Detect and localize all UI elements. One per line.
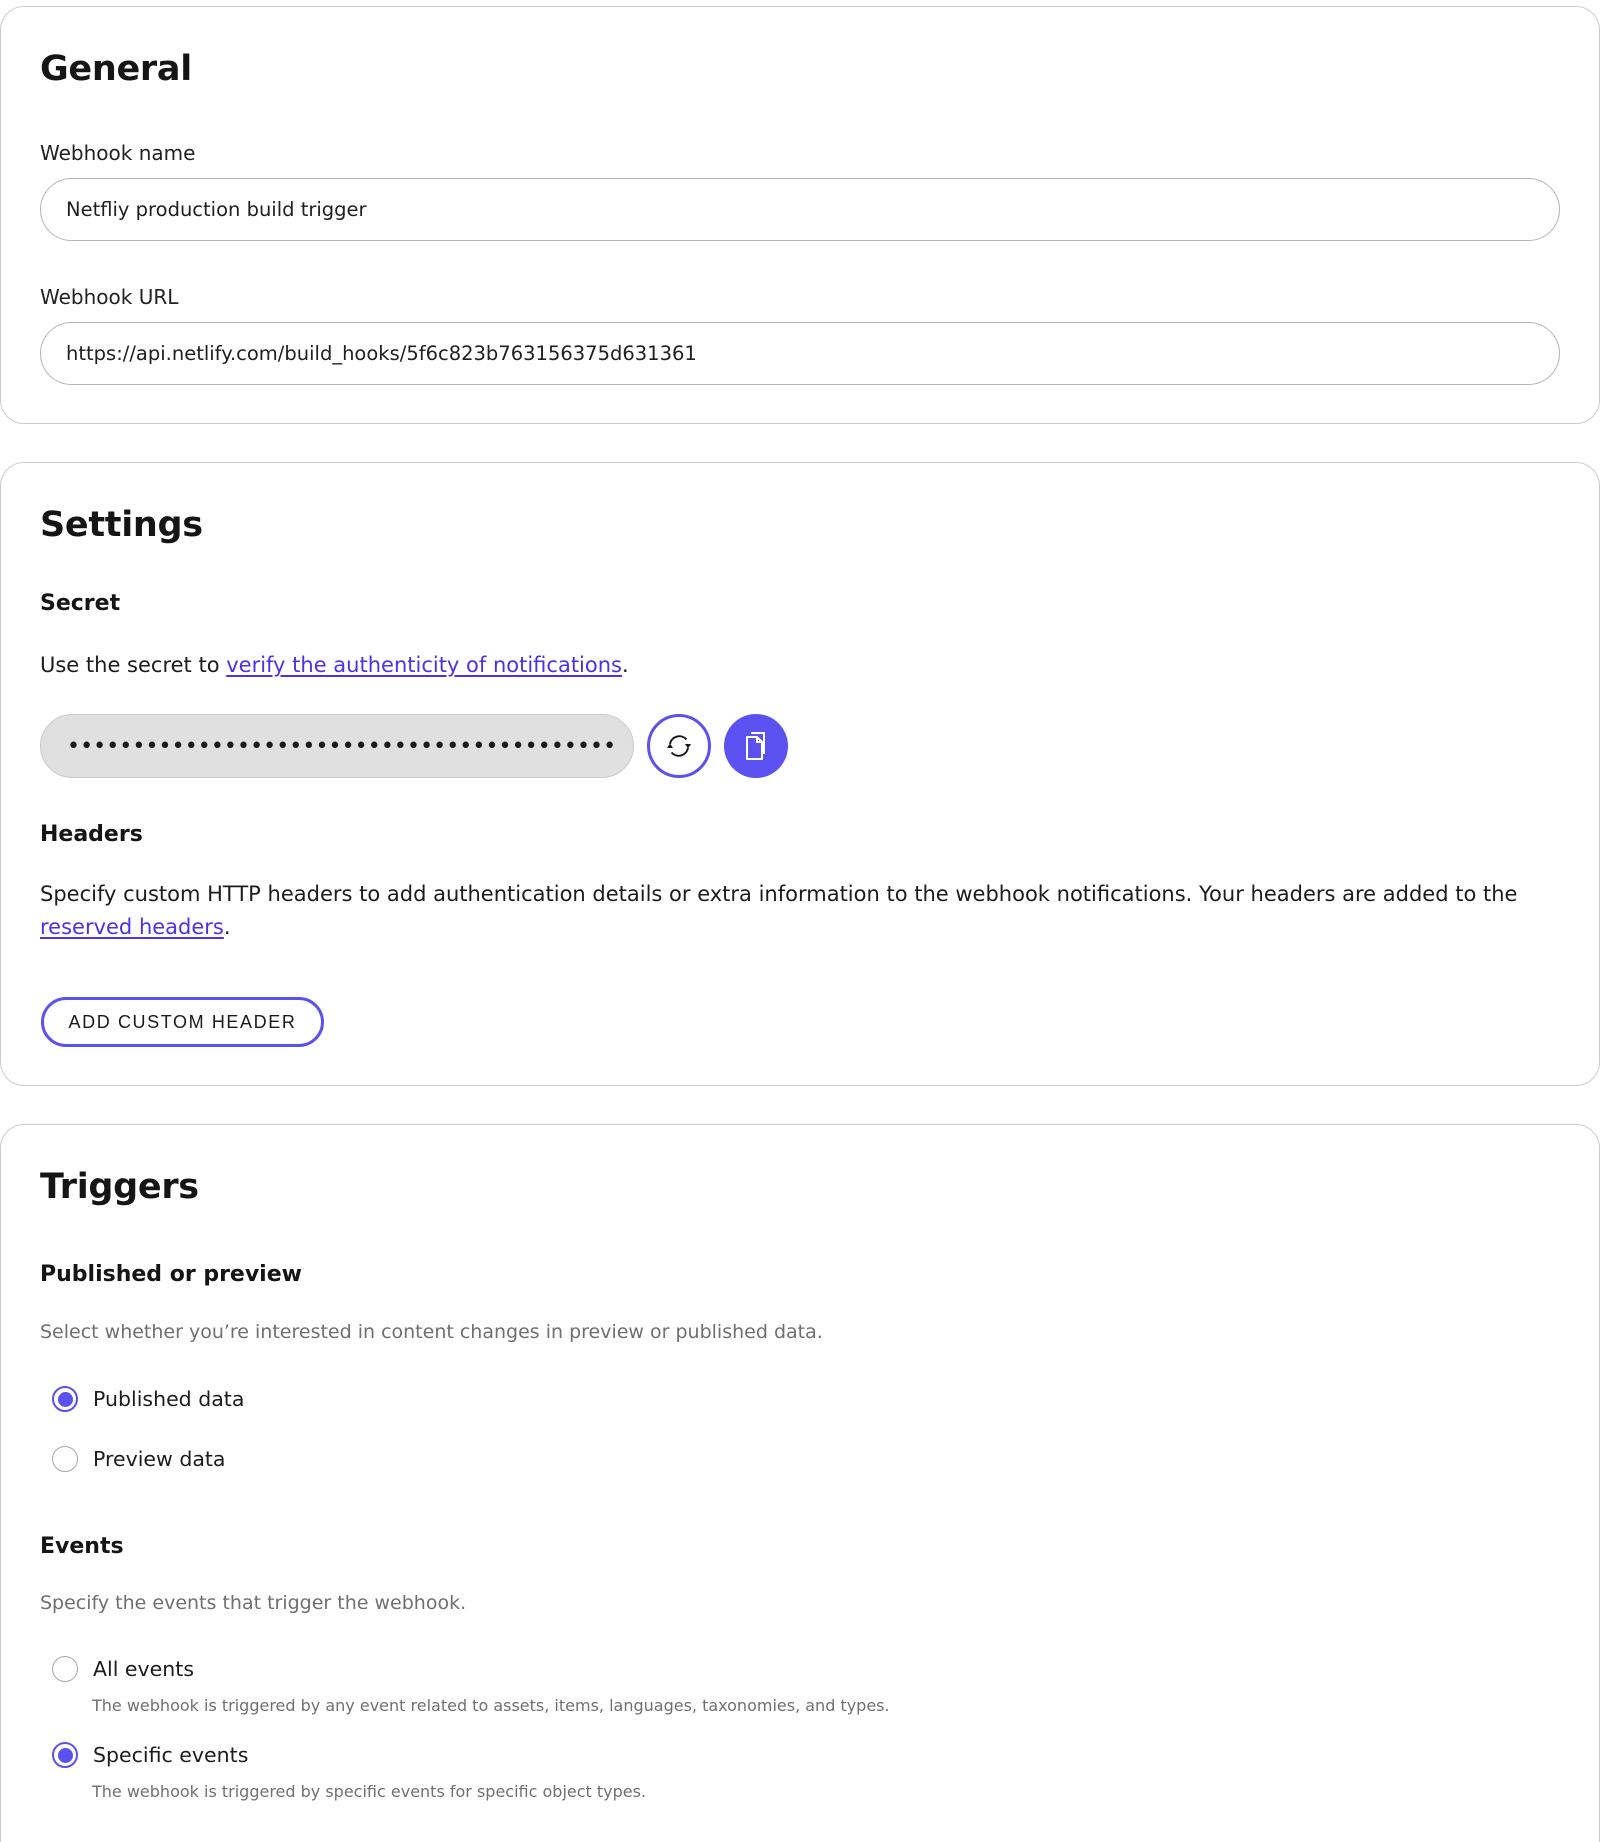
reserved-headers-link[interactable]: reserved headers (40, 915, 224, 939)
radio-label: All events (93, 1657, 194, 1681)
triggers-card (0, 1124, 1600, 1842)
events-title: Events (40, 1534, 124, 1559)
all-events-hint: The webhook is triggered by any event related to assets, items, languages, taxonomies, and types. (92, 1696, 890, 1715)
radio-published-data[interactable] (52, 1386, 244, 1412)
events-description: Specify the events that trigger the webhook. (40, 1592, 467, 1614)
settings-card (0, 462, 1600, 1086)
secret-input[interactable] (40, 714, 634, 778)
headers-description-period: . (223, 915, 231, 939)
headers-description-text: Specify custom HTTP headers to add authentication details or extra information to the webhook notifications. Your headers are added to the (40, 882, 1518, 906)
webhook-url-input[interactable] (40, 322, 1560, 385)
settings-title: Settings (40, 505, 203, 545)
secret-description (40, 649, 629, 682)
radio-all-events[interactable] (52, 1656, 194, 1682)
headers-description (40, 878, 1565, 944)
published-or-preview-description: Select whether you’re interested in content changes in preview or published data. (40, 1321, 823, 1343)
webhook-url-value: https://api.netlify.com/build_hooks/5f6c823b763156375d631361 (66, 342, 697, 365)
radio-label: Preview data (93, 1447, 226, 1471)
specific-events-hint: The webhook is triggered by specific events for specific object types. (92, 1782, 647, 1801)
secret-masked-value: •••••••••••••••••••••••••••••••••••••••••• (67, 733, 617, 759)
refresh-icon (664, 731, 694, 761)
triggers-title: Triggers (40, 1167, 199, 1207)
radio-unchecked-icon[interactable] (52, 1656, 78, 1682)
radio-label: Specific events (93, 1743, 249, 1767)
webhook-url-label: Webhook URL (40, 285, 179, 309)
webhook-name-value: Netfliy production build trigger (66, 198, 367, 221)
add-custom-header-button[interactable]: ADD CUSTOM HEADER (41, 997, 324, 1047)
radio-checked-icon[interactable] (52, 1742, 78, 1768)
copy-secret-button[interactable] (724, 714, 788, 778)
secret-description-text: Use the secret to (40, 653, 227, 677)
general-title: General (40, 49, 192, 89)
published-or-preview-title: Published or preview (40, 1262, 302, 1287)
webhook-name-label: Webhook name (40, 141, 196, 165)
copy-icon (741, 729, 771, 763)
webhook-name-input[interactable] (40, 178, 1560, 241)
radio-specific-events[interactable] (52, 1742, 248, 1768)
radio-checked-icon[interactable] (52, 1386, 78, 1412)
radio-label: Published data (93, 1387, 245, 1411)
headers-title: Headers (40, 822, 143, 847)
general-card (0, 6, 1600, 424)
secret-title: Secret (40, 591, 121, 616)
radio-unchecked-icon[interactable] (52, 1446, 78, 1472)
secret-description-period: . (622, 653, 629, 677)
regenerate-secret-button[interactable] (647, 714, 711, 778)
verify-authenticity-link[interactable]: verify the authenticity of notifications (226, 653, 622, 677)
radio-preview-data[interactable] (52, 1446, 226, 1472)
